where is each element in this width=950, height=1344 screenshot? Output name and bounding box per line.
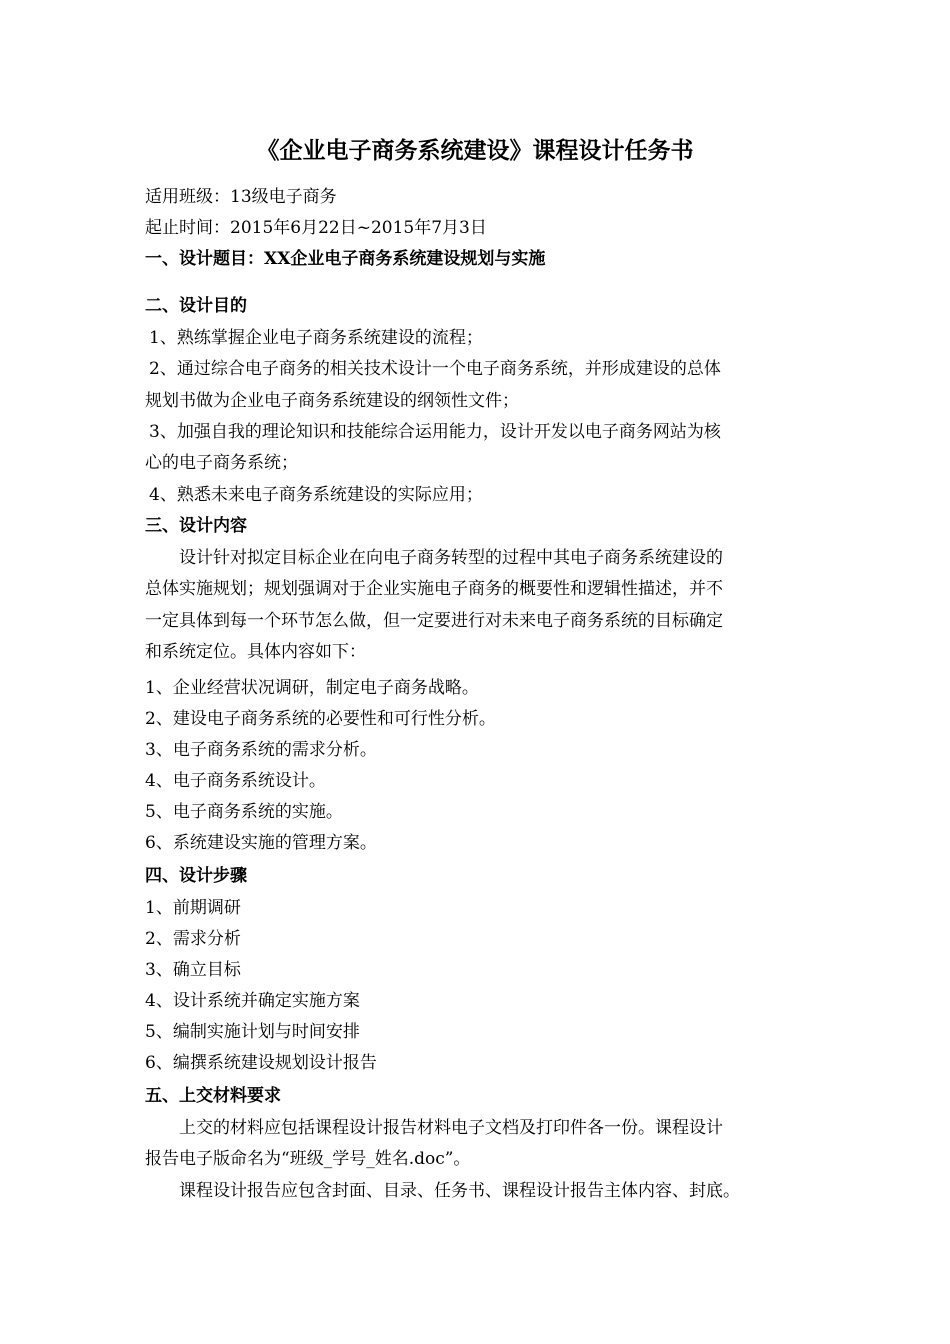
document-title: 《企业电子商务系统建设》课程设计任务书 [256,137,694,164]
content-item-6: 6、系统建设实施的管理方案。 [145,833,377,853]
section-4-heading: 四、设计步骤 [145,866,247,886]
section-2-heading: 二、设计目的 [145,296,247,316]
objective-item-3: 3、加强自我的理论知识和技能综合运用能力，设计开发以电子商务网站为核 [149,422,721,442]
step-item-5: 5、编制实施计划与时间安排 [145,1022,360,1042]
step-item-3: 3、确立目标 [145,960,241,980]
content-paragraph-line-3: 一定具体到每一个环节怎么做，但一定要进行对未来电子商务系统的目标确定 [145,611,723,631]
section-5-heading: 五、上交材料要求 [145,1086,281,1106]
step-item-6: 6、编撰系统建设规划设计报告 [145,1053,377,1073]
objective-item-3-continued: 心的电子商务系统； [145,453,298,473]
step-item-2: 2、需求分析 [145,929,241,949]
content-paragraph-line-2: 总体实施规划；规划强调对于企业实施电子商务的概要性和逻辑性描述，并不 [145,579,723,599]
applicable-class-line: 适用班级：13级电子商务 [145,187,337,207]
content-item-3: 3、电子商务系统的需求分析。 [145,740,377,760]
submission-paragraph-line-1: 上交的材料应包括课程设计报告材料电子文档及打印件各一份。课程设计 [179,1118,723,1138]
objective-item-1: 1、熟练掌握企业电子商务系统建设的流程； [149,328,483,348]
section-1-heading: 一、设计题目：XX企业电子商务系统建设规划与实施 [145,249,546,269]
content-item-2: 2、建设电子商务系统的必要性和可行性分析。 [145,709,496,729]
submission-paragraph-line-2: 报告电子版命名为“班级_学号_姓名.doc”。 [145,1149,471,1169]
content-item-1: 1、企业经营状况调研，制定电子商务战略。 [145,678,479,698]
step-item-4: 4、设计系统并确定实施方案 [145,991,360,1011]
time-range-line: 起止时间：2015年6月22日~2015年7月3日 [145,218,487,238]
content-paragraph-line-4: 和系统定位。具体内容如下： [145,642,366,662]
report-contents-paragraph: 课程设计报告应包含封面、目录、任务书、课程设计报告主体内容、封底。 [179,1181,740,1201]
content-item-4: 4、电子商务系统设计。 [145,771,326,791]
step-item-1: 1、前期调研 [145,898,241,918]
objective-item-2: 2、通过综合电子商务的相关技术设计一个电子商务系统，并形成建设的总体 [149,359,721,379]
section-3-heading: 三、设计内容 [145,516,247,536]
content-item-5: 5、电子商务系统的实施。 [145,802,343,822]
objective-item-2-continued: 规划书做为企业电子商务系统建设的纲领性文件； [145,391,519,411]
objective-item-4: 4、熟悉未来电子商务系统建设的实际应用； [149,485,483,505]
content-paragraph-line-1: 设计针对拟定目标企业在向电子商务转型的过程中其电子商务系统建设的 [179,548,723,568]
